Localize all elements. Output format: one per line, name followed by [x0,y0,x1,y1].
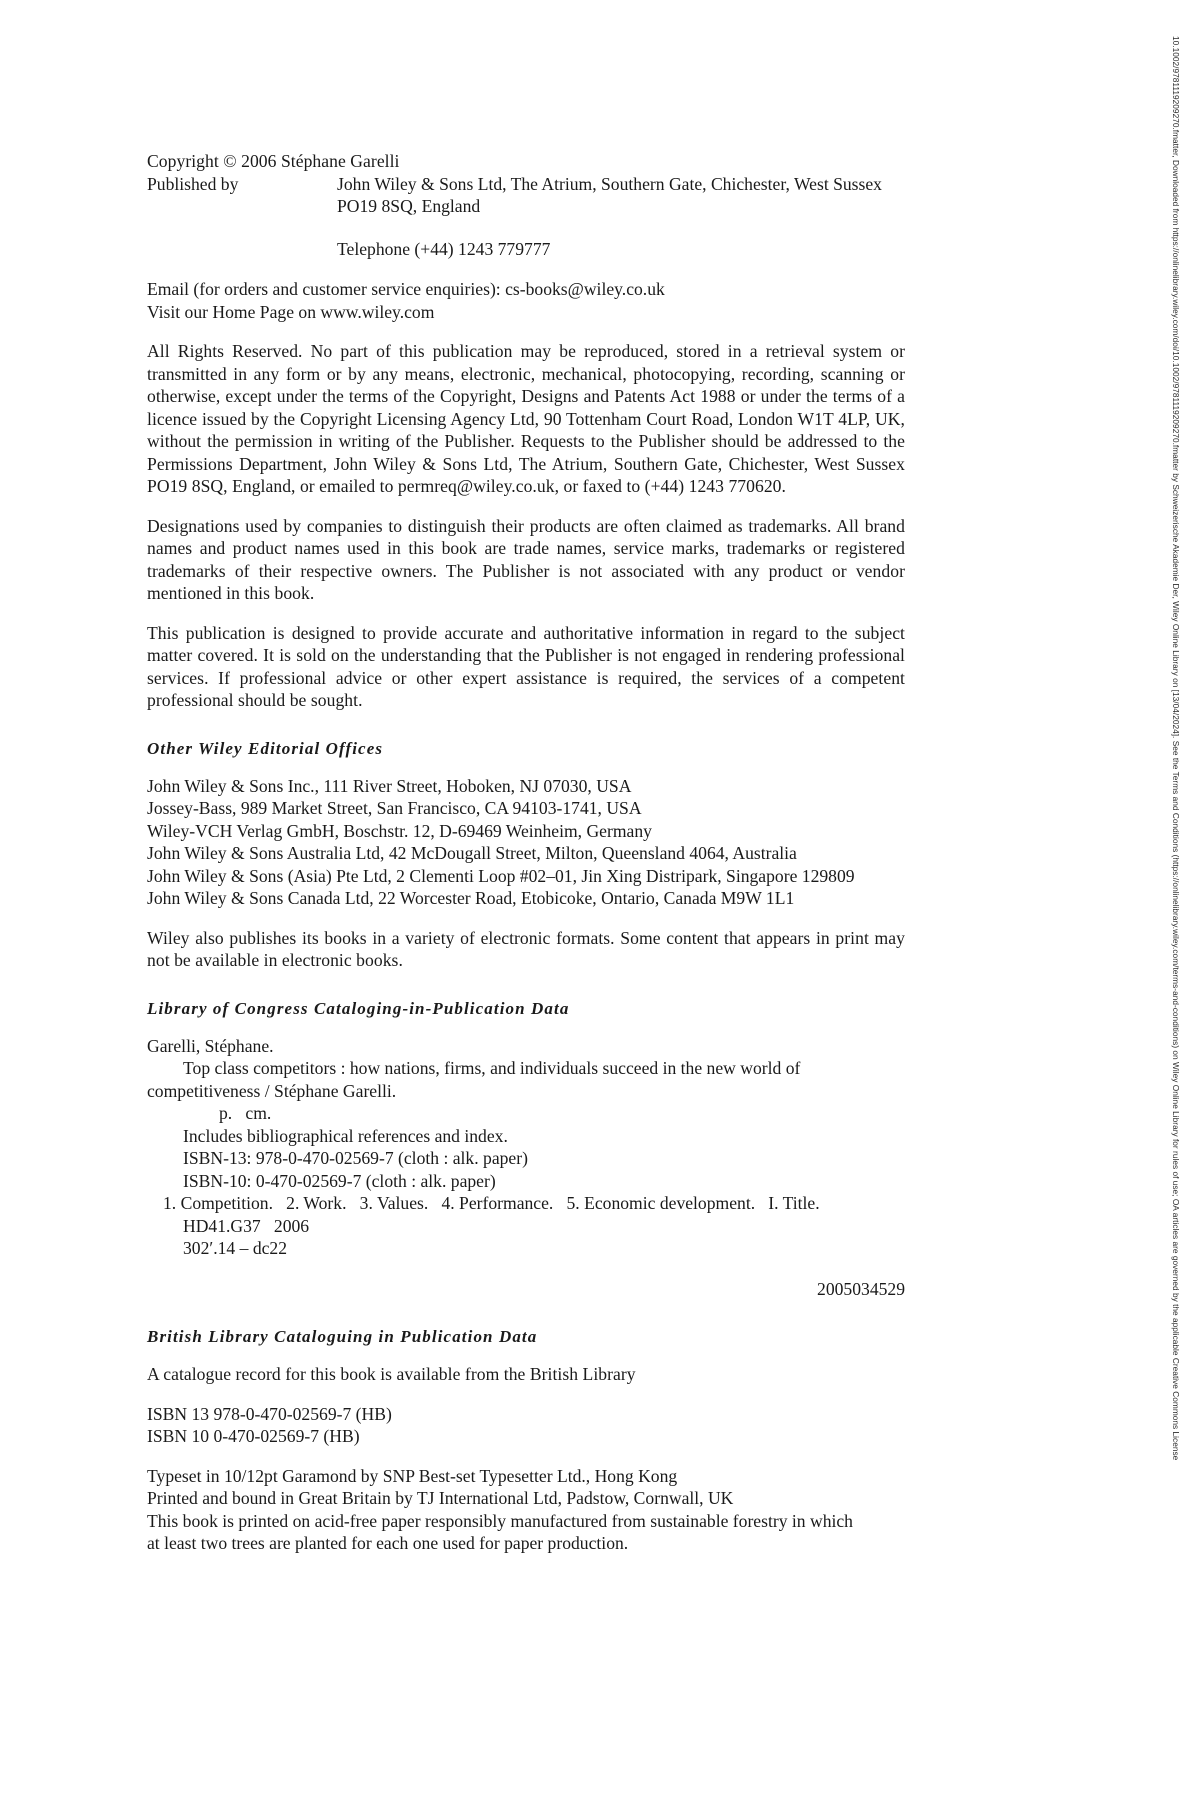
isbn-10-line: ISBN 10 0-470-02569-7 (HB) [147,1426,360,1446]
publisher-telephone: Telephone (+44) 1243 779777 [337,238,551,259]
british-library-paragraph: A catalogue record for this book is available from the British Library [147,1364,636,1384]
library-of-congress-data [147,1035,905,1260]
loc-title-line-1: Top class competitors : how nations, firms, and individuals succeed in the new world of [183,1058,801,1078]
british-library-heading: British Library Cataloguing in Publication Data [147,1327,538,1346]
list-item: John Wiley & Sons Australia Ltd, 42 McDougall Street, Milton, Queensland 4064, Australia [147,843,797,863]
contact-block [147,278,905,323]
publisher-address-line-2: PO19 8SQ, England [337,196,481,216]
right-margin-watermark [1163,0,1189,1803]
published-by-label: Published by [147,173,239,194]
typeset-line: Typeset in 10/12pt Garamond by SNP Best-set Typesetter Ltd., Hong Kong [147,1465,678,1486]
production-block [147,1465,905,1555]
disclaimer-paragraph: This publication is designed to provide accurate and authoritative information in regard to the subject matter covered. It is sold on the understanding that the Publisher is not engaged in rendering professional services. If professional advice or other expert assistance is required, the services of a competent professional should be sought. [147,622,905,710]
email-line: Email (for orders and customer service enquiries): cs-books@wiley.co.uk [147,279,665,299]
offices-list [147,775,905,910]
loc-dewey-number: 302′.14 – dc22 [183,1238,288,1258]
trademarks-paragraph: Designations used by companies to distinguish their products are often claimed as trademarks. All brand names and product names used in this book are trade names, service marks, trademarks or registered trademarks of their respective owners. The Publisher is not associated with any product or vendor mentioned in this book. [147,515,905,603]
list-item: John Wiley & Sons (Asia) Pte Ltd, 2 Clementi Loop #02–01, Jin Xing Distripark, Singapore 129809 [147,865,855,886]
list-item: John Wiley & Sons Inc., 111 River Street, Hoboken, NJ 07030, USA [147,775,632,796]
loc-author: Garelli, Stéphane. [147,1035,274,1056]
loc-title-line-2: competitiveness / Stéphane Garelli. [147,1080,397,1101]
watermark-text: 10.1002/9781119209270.fmatter, Downloaded from https://onlinelibrary.wiley.com/doi/10.1002/9781119209270.fmatter by Schweizerische Akademie Der, Wiley Online Library on [13/04/2024]. See the Terms and Conditions (https://onlinelibrary.wiley.com/terms-and-conditions) on Wiley Online Library for rules of use; OA articles are governed by the applicable Creative Commons License [1171,36,1181,1461]
loc-isbn-13: ISBN-13: 978-0-470-02569-7 (cloth : alk. paper) [183,1148,528,1168]
loc-control-number: 2005034529 [817,1278,905,1299]
loc-includes-note: Includes bibliographical references and index. [183,1125,508,1146]
copyright-line: Copyright © 2006 Stéphane Garelli [147,151,400,171]
list-item: Jossey-Bass, 989 Market Street, San Francisco, CA 94103-1741, USA [147,798,642,818]
isbn-13-line: ISBN 13 978-0-470-02569-7 (HB) [147,1403,392,1424]
publisher-address-line-1: John Wiley & Sons Ltd, The Atrium, Southern Gate, Chichester, West Sussex [337,173,882,194]
loc-isbn-10: ISBN-10: 0-470-02569-7 (cloth : alk. paper) [183,1170,496,1191]
published-by-address [337,173,905,218]
copyright-page-content [147,150,905,1572]
printed-line: Printed and bound in Great Britain by TJ International Ltd, Padstow, Cornwall, UK [147,1488,734,1508]
rights-reserved-paragraph: All Rights Reserved. No part of this publication may be reproduced, stored in a retrieval system or transmitted in any form or by any means, electronic, mechanical, photocopying, recording, scanning or otherwise, except under the terms of the Copyright, Designs and Patents Act 1988 or under the terms of a licence issued by the Copyright Licensing Agency Ltd, 90 Tottenham Court Road, London W1T 4LP, UK, without the permission in writing of the Publisher. Requests to the Publisher should be addressed to the Permissions Department, John Wiley & Sons Ltd, The Atrium, Southern Gate, Chichester, West Sussex PO19 8SQ, England, or emailed to permreq@wiley.co.uk, or faxed to (+44) 1243 770620. [147,341,905,496]
electronic-formats-paragraph: Wiley also publishes its books in a variety of electronic formats. Some content that appears in print may not be available in electronic books. [147,927,905,970]
loc-call-number: HD41.G37 2006 [183,1215,310,1236]
list-item: Wiley-VCH Verlag GmbH, Boschstr. 12, D-69469 Weinheim, Germany [147,820,652,841]
other-wiley-editorial-offices-heading: Other Wiley Editorial Offices [147,738,384,758]
library-of-congress-heading: Library of Congress Cataloging-in-Publication Data [147,998,570,1018]
published-by-row [147,173,905,218]
paper-line-2: at least two trees are planted for each one used for paper production. [147,1533,629,1553]
homepage-line: Visit our Home Page on www.wiley.com [147,301,435,322]
paper-line-1: This book is printed on acid-free paper responsibly manufactured from sustainable forestry in which [147,1510,853,1531]
isbn-block [147,1403,905,1448]
loc-pagination: p. cm. [219,1103,272,1123]
list-item: John Wiley & Sons Canada Ltd, 22 Worcester Road, Etobicoke, Ontario, Canada M9W 1L1 [147,888,795,908]
loc-subject-headings: 1. Competition. 2. Work. 3. Values. 4. Performance. 5. Economic development. I. Title. [163,1193,820,1213]
